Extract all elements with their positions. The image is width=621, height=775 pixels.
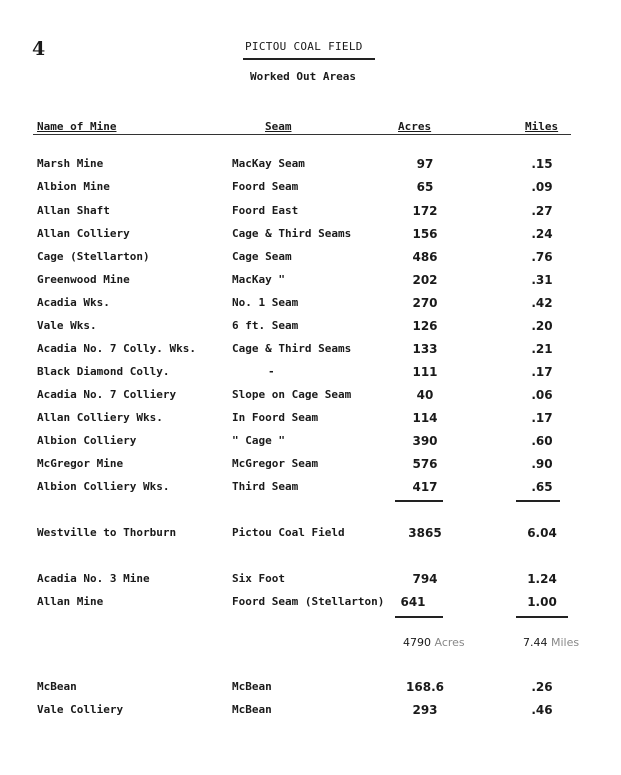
miles-value: .42: [531, 296, 553, 310]
seam-name: No. 1 Seam: [232, 296, 299, 309]
miles-sum-rule: [516, 500, 560, 502]
table-row: [0, 572, 621, 592]
acres-value: 111: [412, 365, 438, 379]
table-row: [0, 342, 621, 362]
acres-value: 390: [412, 434, 438, 448]
seam-name: MacKay ": [232, 273, 285, 286]
mine-name: McBean: [37, 680, 77, 693]
mine-name: Vale Colliery: [37, 703, 124, 716]
mine-name: Albion Colliery Wks.: [37, 480, 170, 493]
mine-name: Albion Mine: [37, 180, 110, 193]
mine-name: Westville to Thorburn: [37, 526, 177, 539]
miles-value: .60: [531, 434, 553, 448]
acres-value: 270: [412, 296, 438, 310]
table-row: [0, 480, 621, 500]
seam-name: McBean: [232, 680, 272, 693]
table-row: [0, 703, 621, 723]
seam-name: In Foord Seam: [232, 411, 319, 424]
seam-name: Slope on Cage Seam: [232, 388, 352, 401]
miles-value: .20: [531, 319, 553, 333]
seam-name: Foord Seam (Stellarton): [232, 595, 385, 608]
miles-value: .06: [531, 388, 553, 402]
table-row: [0, 411, 621, 431]
seam-name: -: [268, 365, 275, 378]
acres-total-rule: [395, 616, 443, 618]
total-acres-unit: Acres: [434, 636, 465, 649]
miles-value: .17: [531, 365, 553, 379]
mine-name: Marsh Mine: [37, 157, 104, 170]
seam-name: Cage & Third Seams: [232, 227, 352, 240]
header-rule: [33, 134, 571, 135]
mine-name: Allan Colliery Wks.: [37, 411, 163, 424]
miles-value: 6.04: [527, 526, 557, 540]
mine-name: Allan Shaft: [37, 204, 110, 217]
table-row: [0, 388, 621, 408]
table-row: [0, 365, 621, 385]
page-title: PICTOU COAL FIELD: [245, 40, 363, 53]
total-acres-value: 4790: [403, 636, 431, 649]
seam-name: Pictou Coal Field: [232, 526, 345, 539]
total-miles-value: 7.44: [523, 636, 548, 649]
seam-name: MacKay Seam: [232, 157, 305, 170]
miles-value: .26: [531, 680, 553, 694]
total-acres: [403, 636, 465, 649]
table-row: [0, 296, 621, 316]
miles-value: .27: [531, 204, 553, 218]
miles-value: .65: [531, 480, 553, 494]
acres-value: 794: [412, 572, 438, 586]
miles-value: .24: [531, 227, 553, 241]
mine-name: Acadia No. 7 Colliery: [37, 388, 177, 401]
table-row: [0, 457, 621, 477]
miles-value: .21: [531, 342, 553, 356]
total-miles: [523, 636, 579, 649]
mine-name: Allan Colliery: [37, 227, 130, 240]
acres-value: 97: [416, 157, 434, 171]
acres-value: 641: [400, 595, 426, 609]
total-miles-unit: Miles: [551, 636, 580, 649]
acres-value: 417: [412, 480, 438, 494]
table-row: [0, 227, 621, 247]
column-header-miles: Miles: [525, 120, 559, 133]
mine-name: Albion Colliery: [37, 434, 137, 447]
table-row: [0, 273, 621, 293]
seam-name: Third Seam: [232, 480, 299, 493]
acres-value: 126: [412, 319, 438, 333]
mine-name: Black Diamond Colly.: [37, 365, 170, 378]
table-row: [0, 157, 621, 177]
title-underline: [243, 58, 375, 60]
table-row: [0, 680, 621, 700]
seam-name: 6 ft. Seam: [232, 319, 299, 332]
acres-value: 202: [412, 273, 438, 287]
acres-value: 65: [416, 180, 434, 194]
acres-value: 168.6: [406, 680, 444, 694]
acres-value: 3865: [408, 526, 442, 540]
subtotal-row: [0, 526, 621, 546]
table-row: [0, 204, 621, 224]
column-header-seam: Seam: [265, 120, 292, 133]
mine-name: Acadia No. 7 Colly. Wks.: [37, 342, 196, 355]
seam-name: Foord Seam: [232, 180, 299, 193]
mine-name: Allan Mine: [37, 595, 104, 608]
miles-value: .46: [531, 703, 553, 717]
seam-name: McGregor Seam: [232, 457, 319, 470]
miles-total-rule: [516, 616, 568, 618]
acres-value: 114: [412, 411, 438, 425]
miles-value: .15: [531, 157, 553, 171]
table-row: [0, 434, 621, 454]
page-subtitle: Worked Out Areas: [250, 70, 356, 83]
table-row: [0, 595, 621, 615]
seam-name: Foord East: [232, 204, 299, 217]
column-header-name: Name of Mine: [37, 120, 117, 133]
seam-name: Cage & Third Seams: [232, 342, 352, 355]
seam-name: " Cage ": [232, 434, 285, 447]
miles-value: .09: [531, 180, 553, 194]
seam-name: Cage Seam: [232, 250, 292, 263]
mine-name: Greenwood Mine: [37, 273, 130, 286]
miles-value: .76: [531, 250, 553, 264]
column-header-acres: Acres: [398, 120, 432, 133]
mine-name: Acadia Wks.: [37, 296, 110, 309]
acres-value: 156: [412, 227, 438, 241]
acres-value: 40: [416, 388, 434, 402]
acres-value: 576: [412, 457, 438, 471]
acres-value: 172: [412, 204, 438, 218]
acres-value: 133: [412, 342, 438, 356]
acres-value: 293: [412, 703, 438, 717]
acres-value: 486: [412, 250, 438, 264]
miles-value: 1.00: [527, 595, 557, 609]
miles-value: .17: [531, 411, 553, 425]
mine-name: Cage (Stellarton): [37, 250, 150, 263]
table-row: [0, 250, 621, 270]
mine-name: Acadia No. 3 Mine: [37, 572, 150, 585]
miles-value: .31: [531, 273, 553, 287]
seam-name: McBean: [232, 703, 272, 716]
miles-value: 1.24: [527, 572, 557, 586]
page-number: 4: [32, 38, 46, 60]
table-row: [0, 319, 621, 339]
miles-value: .90: [531, 457, 553, 471]
mine-name: Vale Wks.: [37, 319, 97, 332]
acres-sum-rule: [395, 500, 443, 502]
mine-name: McGregor Mine: [37, 457, 124, 470]
seam-name: Six Foot: [232, 572, 285, 585]
table-row: [0, 180, 621, 200]
